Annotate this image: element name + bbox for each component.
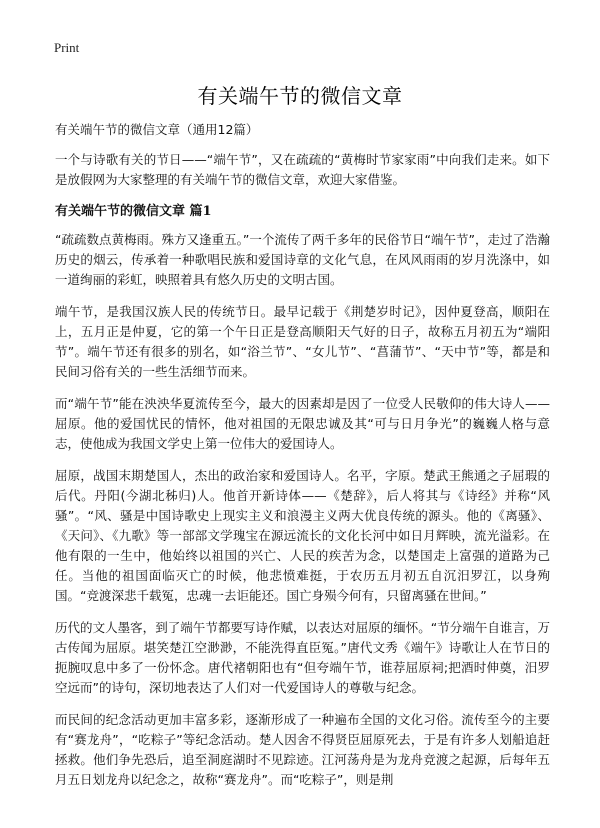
paragraph: 而“端午节”能在泱泱华夏流传至今，最大的因素却是因了一位受人民敬仰的伟大诗人——屈原。他的爱国忧民的情怀，他对祖国的无限忠诚及其“可与日月争光”的巍巍人格与意志，使他成为我国文学史上第一位伟大的爱国诗人。 — [55, 396, 550, 451]
paragraph: 屈原，战国末期楚国人，杰出的政治家和爱国诗人。名平，字原。楚武王熊通之子屈瑕的后代。丹阳(今湖北秭归)人。他首开新诗体——《楚辞》，后人将其与《诗经》并称“风骚”。“风、骚是中国诗歌史上现实主义和浪漫主义两大优良传统的源头。他的《离骚》、《天问》、《九歌》等一部部文学瑰宝在源远流长的文化长河中如日月辉映，流光溢彩。在他有限的一生中，他始终以祖国的兴亡、人民的疾苦为念，以楚国走上富强的道路为己任。当他的祖国面临灭亡的时候，他悲愤难挺，于农历五月初五自沉汨罗江，以身殉国。“竞渡深悲千载冤，忠魂一去讵能还。国亡身殒今何有，只留离骚在世间。” — [55, 468, 550, 603]
article-subtitle: 有关端午节的微信文章（通用12篇） — [55, 122, 259, 137]
intro-paragraph: 一个与诗歌有关的节日——“端午节”，又在疏疏的“黄梅时节家家雨”中向我们走来。如下是放假网为大家整理的有关端午节的微信文章，欢迎大家借鉴。 — [55, 152, 550, 187]
paragraph: 历代的文人墨客，到了端午节都要写诗作赋，以表达对屈原的缅怀。“节分端午自谁言，万古传闻为屈原。堪笑楚江空渺渺，不能洗得直臣冤。”唐代文秀《端午》诗歌让人在节日的扼腕叹息中多了一份怀念。唐代褚朝阳也有“但夸端午节，谁荐屈原祠;把酒时伸奠，汨罗空远而”的诗句，深切地表达了人们对一代爱国诗人的尊敬与纪念。 — [55, 620, 550, 695]
article-body — [55, 120, 550, 802]
paragraph: “疏疏数点黄梅雨。殊方又逢重五。”一个流传了两千多年的民俗节日“端午节”，走过了浩瀚历史的烟云，传承着一种歌唱民族和爱国诗章的文化气息，在风风雨雨的岁月洗涤中，如一道绚丽的彩虹，映照着具有悠久历史的文明古国。 — [55, 232, 550, 287]
page-title: 有关端午节的微信文章 — [197, 84, 403, 108]
section-heading: 有关端午节的微信文章 篇1 — [55, 204, 212, 219]
paragraph: 端午节，是我国汉族人民的传统节日。最早记载于《荆楚岁时记》，因仲夏登高，顺阳在上，五月正是仲夏，它的第一个午日正是登高顺阳天气好的日子，故称五月初五为“端阳节”。端午节还有很多的别名，如“浴兰节”、“女儿节”、“菖蒲节”、“天中节”等，都是和民间习俗有关的一些生活细节而来。 — [55, 304, 550, 379]
paragraph: 而民间的纪念活动更加丰富多彩，逐渐形成了一种遍布全国的文化习俗。流传至今的主要有“赛龙舟”，“吃粽子”等纪念活动。楚人因舍不得贤臣屈原死去，于是有许多人划船追赶拯救。他们争先恐后，追至洞庭湖时不见踪迹。江河荡舟是为龙舟竞渡之起源，后每年五月五日划龙舟以纪念之，故称“赛龙舟”。而“吃粽子”，则是荆 — [55, 712, 550, 787]
print-link[interactable]: Print — [54, 40, 80, 55]
